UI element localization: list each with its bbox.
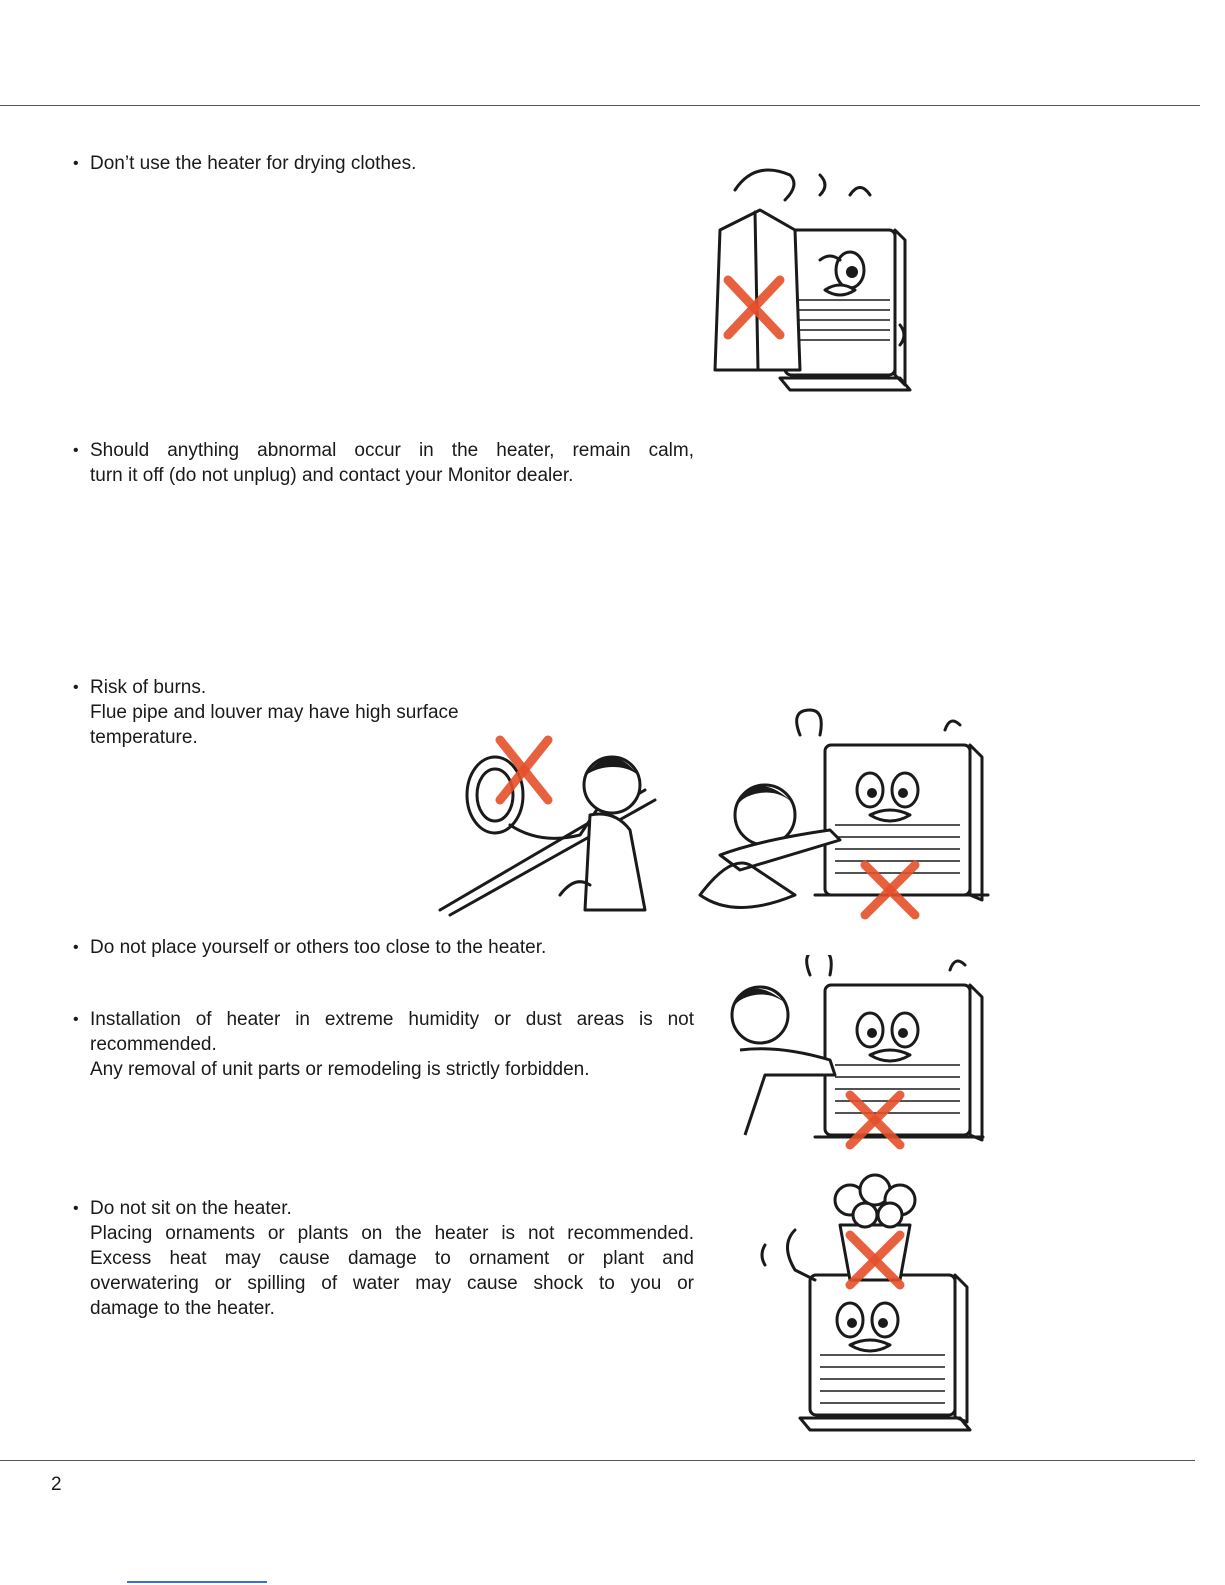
warning-item-drying-clothes — [73, 151, 705, 176]
page-number: 2 — [51, 1474, 62, 1495]
item-line: recommended. — [90, 1034, 217, 1055]
bullet: • — [73, 442, 79, 459]
item-line: damage to the heater. — [90, 1298, 275, 1319]
bullet: • — [73, 1200, 79, 1217]
item-line: overwatering or spilling of water may cause shock to you or — [90, 1273, 694, 1294]
item-line: turn it off (do not unplug) and contact your Monitor dealer. — [90, 465, 574, 486]
child-near-heater-illustration — [690, 705, 995, 935]
selection-underline — [127, 1581, 267, 1583]
bottom-rule — [0, 1460, 1195, 1461]
bullet: • — [73, 939, 79, 956]
item-line: Excess heat may cause damage to ornament or plant and — [90, 1248, 694, 1269]
item-line: Risk of burns. — [90, 677, 207, 698]
warning-item-installation — [73, 1007, 694, 1082]
warning-item-sit — [73, 1196, 694, 1321]
child-removing-parts-illustration — [715, 955, 990, 1155]
child-touching-flue-pipe-illustration — [430, 730, 665, 920]
heater-drying-clothes-illustration — [700, 150, 915, 400]
top-rule — [0, 105, 1200, 106]
bullet: • — [73, 1011, 79, 1028]
warning-item-too-close — [73, 935, 705, 960]
item-line: Should anything abnormal occur in the heater, remain calm, — [90, 440, 694, 461]
bullet: • — [73, 679, 79, 696]
item-line: Don’t use the heater for drying clothes. — [90, 153, 417, 174]
heater-with-flower-pot-illustration — [755, 1160, 985, 1435]
item-line: Any removal of unit parts or remodeling is strictly forbidden. — [90, 1059, 590, 1080]
item-line: Flue pipe and louver may have high surface — [90, 702, 459, 723]
item-line: Installation of heater in extreme humidity or dust areas is not — [90, 1009, 694, 1030]
item-line: Do not place yourself or others too close to the heater. — [90, 937, 547, 958]
warning-item-abnormal — [73, 438, 694, 488]
item-line: Placing ornaments or plants on the heater is not recommended. — [90, 1223, 694, 1244]
item-line: Do not sit on the heater. — [90, 1198, 292, 1219]
item-line: temperature. — [90, 727, 198, 748]
bullet: • — [73, 155, 79, 172]
